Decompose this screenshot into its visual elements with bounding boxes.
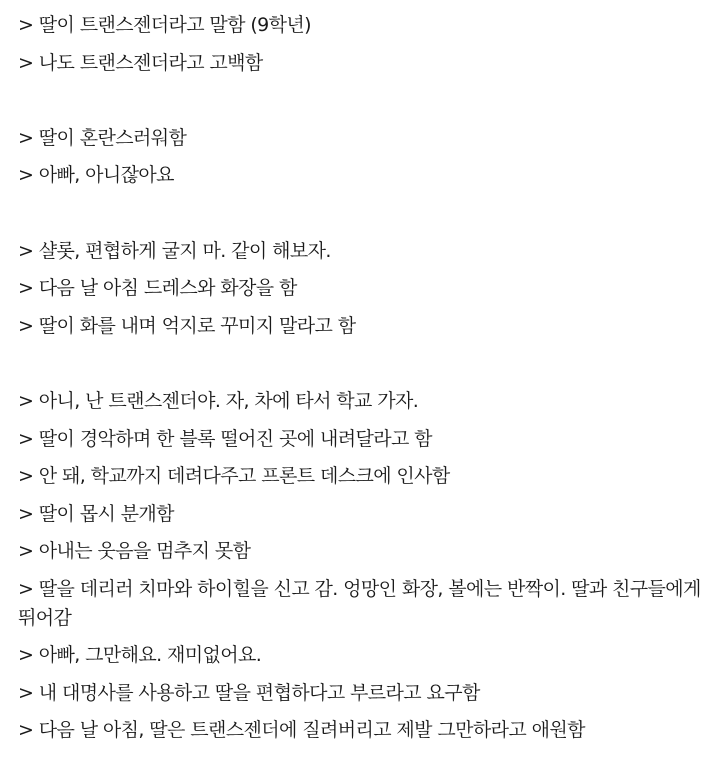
text-line: > 샬롯, 편협하게 굴지 마. 같이 해보자. (18, 239, 331, 262)
text-line: > 딸이 경악하며 한 블록 떨어진 곳에 내려달라고 함 (18, 427, 432, 450)
text-line: > 아빠, 아니잖아요 (18, 164, 174, 187)
text-line: > 딸이 화를 내며 억지로 꾸미지 말라고 함 (18, 314, 356, 337)
text-line: > 나도 트랜스젠더라고 고백함 (18, 51, 263, 74)
text-line: > 아빠, 그만해요. 재미없어요. (18, 643, 262, 666)
text-line: > 아니, 난 트랜스젠더야. 자, 차에 타서 학교 가자. (18, 389, 419, 412)
text-line: > 다음 날 아침 드레스와 화장을 함 (18, 277, 297, 300)
text-line: > 안 돼, 학교까지 데려다주고 프론트 데스크에 인사함 (18, 465, 450, 488)
text-line: > 아내는 웃음을 멈추지 못함 (18, 540, 251, 563)
text-line: > 딸이 몹시 분개함 (18, 502, 174, 525)
text-line: > 딸이 트랜스젠더라고 말함 (9학년) (18, 14, 311, 36)
blank-line (18, 195, 701, 233)
text-line: > 딸을 데리러 치마와 하이힐을 신고 감. 엉망인 화장, 볼에는 반짝이. 딸과 친구들에게 뛰어감 (18, 577, 701, 629)
text-line: > 딸이 혼란스러워함 (18, 126, 187, 149)
text-line: > 내 대명사를 사용하고 딸을 편협하다고 부르라고 요구함 (18, 681, 480, 704)
text-line: > 다음 날 아침, 딸은 트랜스젠더에 질려버리고 제발 그만하라고 애원함 (18, 719, 585, 742)
blank-line (18, 82, 701, 120)
blank-line (18, 345, 701, 383)
